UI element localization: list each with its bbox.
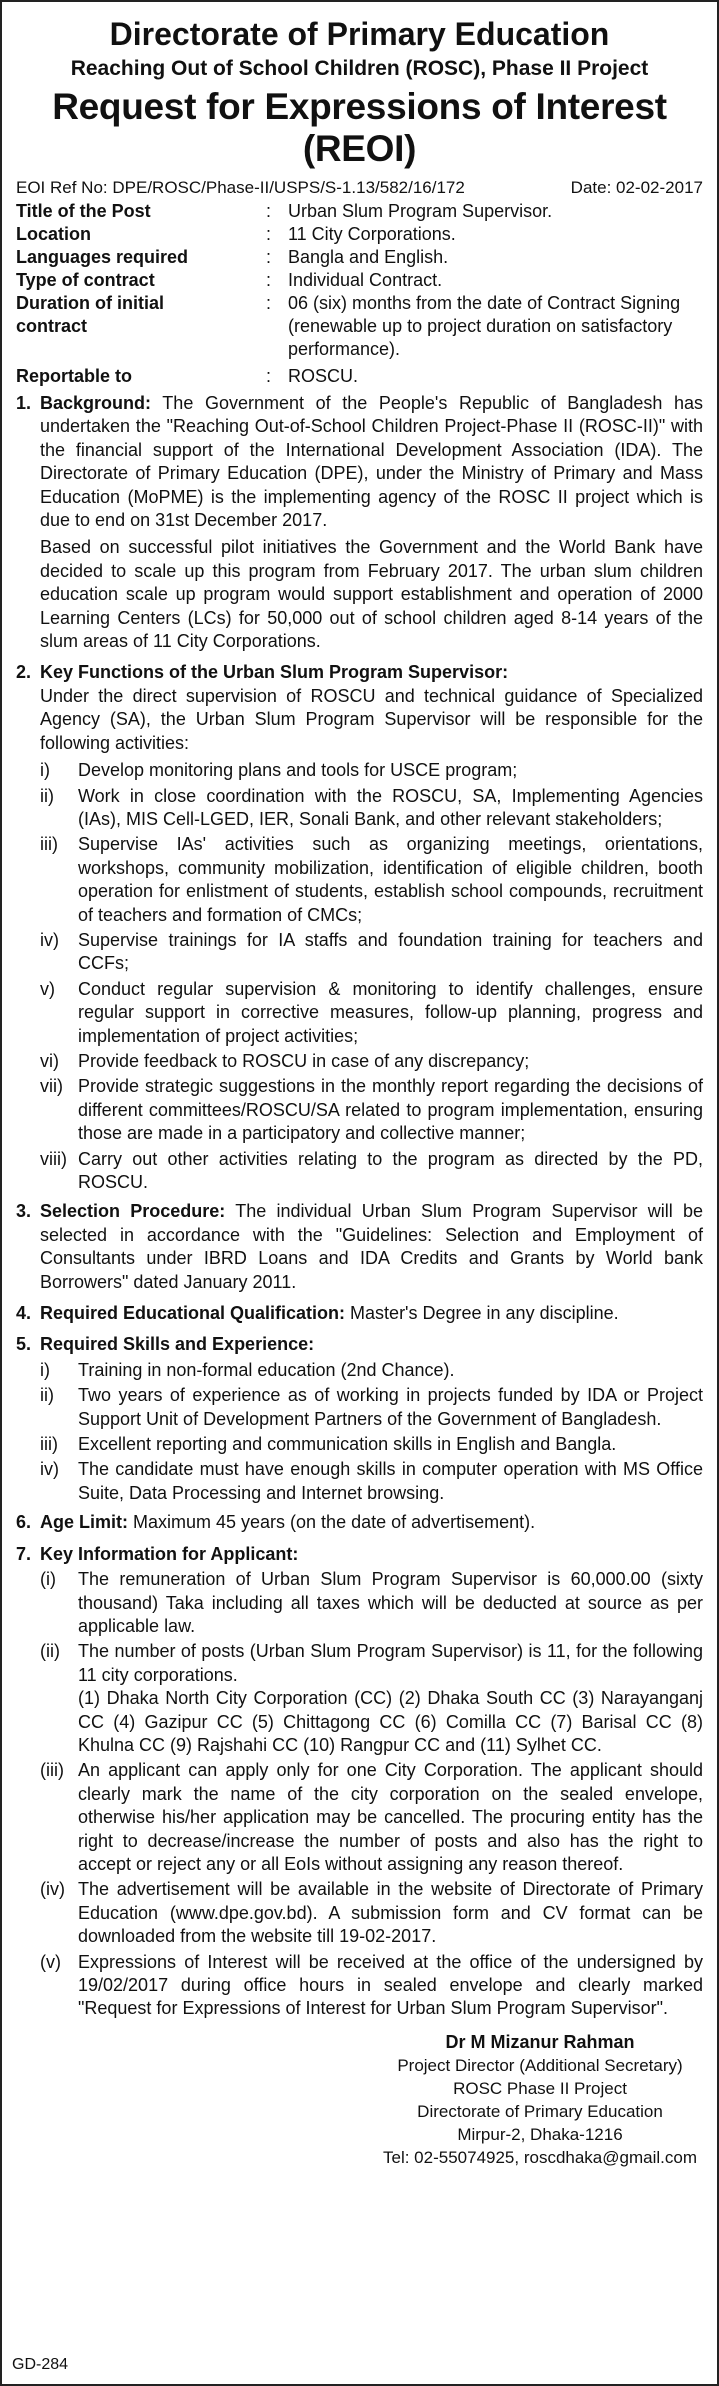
list-item	[40, 785, 703, 832]
info-row	[16, 223, 703, 246]
list-item	[40, 978, 703, 1048]
item-number: iv)	[40, 1459, 59, 1480]
item-text: The number of posts (Urban Slum Program Supervisor) is 11, for the following 11 city corporations.	[78, 1641, 703, 1685]
item-text: Excellent reporting and communication skills in English and Bangla.	[78, 1434, 617, 1455]
item-number: iv)	[40, 929, 59, 950]
section-title: Key Information for Applicant:	[40, 1543, 299, 1564]
item-number: iii)	[40, 1434, 58, 1455]
signatory-name: Dr M Mizanur Rahman	[445, 2031, 635, 2052]
info-value: 11 City Corporations.	[288, 224, 456, 244]
eoi-reference: EOI Ref No: DPE/ROSC/Phase-II/USPS/S-1.13/582/16/172	[16, 178, 465, 197]
signatory-contact: Tel: 02-55074925, roscdhaka@gmail.com	[383, 2147, 697, 2167]
item-text: Supervise trainings for IA staffs and foundation training for teachers and CCFs;	[78, 929, 703, 974]
section-paragraph	[40, 1511, 703, 1534]
info-value: Urban Slum Program Supervisor.	[288, 201, 553, 221]
info-colon: :	[266, 366, 272, 386]
section-paragraph	[40, 1302, 703, 1325]
item-number: vii)	[40, 1076, 63, 1097]
info-value: 06 (six) months from the date of Contract Signing (renewable up to project duration on satisfactory performance).	[288, 293, 681, 359]
item-number: (iii)	[40, 1760, 64, 1781]
list-item	[40, 1951, 703, 2021]
item-number: (iv)	[40, 1879, 65, 1900]
section-title: Selection Procedure:	[40, 1201, 226, 1222]
list-item	[40, 1759, 703, 1876]
list-item	[40, 1640, 703, 1757]
info-row	[16, 246, 703, 269]
info-row	[16, 269, 703, 292]
list-item	[40, 929, 703, 976]
item-text: Expressions of Interest will be received at the office of the undersigned by 19/02/2017 during office hours in sealed envelope and clearly marked "Request for Expressions of Interest for Urban Slum Program Supervisor".	[78, 1951, 703, 2019]
item-text: Provide strategic suggestions in the monthly report regarding the decisions of different committees/ROSCU/SA related to program implementation, ensuring those are made in a participatory and collective manner;	[78, 1076, 703, 1144]
item-number: vi)	[40, 1050, 59, 1071]
item-number: v)	[40, 978, 55, 999]
section-title: Required Skills and Experience:	[40, 1334, 315, 1355]
section-key-functions	[16, 661, 703, 1196]
info-label: Duration of initial contract	[16, 293, 164, 336]
signature-block	[360, 2031, 719, 2169]
info-colon: :	[266, 224, 272, 244]
list-item	[40, 1359, 703, 1382]
section-text: Master's Degree in any discipline.	[345, 1303, 619, 1324]
item-text: Provide feedback to ROSCU in case of any discrepancy;	[78, 1050, 530, 1071]
advertisement-code: GD-284	[12, 2356, 69, 2373]
section-skills	[16, 1333, 703, 1507]
section-background	[16, 392, 703, 657]
city-corporation-list: (1) Dhaka North City Corporation (CC) (2) Dhaka South CC (3) Narayanganj CC (4) Gazipur CC (5) Chittagong CC (6) Comilla CC (7) Barisal CC (8) Khulna CC (9) Rajshahi CC (10) Rangpur CC and (11) Sylhet CC.	[78, 1688, 703, 1755]
section-title: Age Limit:	[40, 1512, 128, 1533]
list-item	[40, 1148, 703, 1195]
info-colon: :	[266, 247, 272, 267]
info-colon: :	[266, 201, 272, 221]
info-row	[16, 200, 703, 223]
info-label: Title of the Post	[16, 201, 151, 221]
info-row	[16, 292, 703, 361]
signatory-address: Mirpur-2, Dhaka-1216	[457, 2124, 623, 2144]
item-number: ii)	[40, 1385, 54, 1406]
section-age-limit	[16, 1511, 703, 1538]
section-number: 7.	[16, 1543, 32, 1564]
info-label: Languages required	[16, 247, 189, 267]
signatory-project: ROSC Phase II Project	[453, 2078, 627, 2098]
section-paragraph	[40, 392, 703, 532]
item-text: Supervise IAs' activities such as organizing meetings, orientations, workshops, community mobilization, identification of eligible children, booth operation for enlistment of students, establish school compounds, recruitment of teachers and formation of CMCs;	[78, 834, 703, 925]
section-paragraph	[40, 1200, 703, 1294]
item-text: Work in close coordination with the ROSCU, SA, Implementing Agencies (IAs), MIS Cell-LGED, IER, Sonali Bank, and other relevant stakeholders;	[78, 785, 703, 829]
section-title: Background:	[40, 393, 152, 413]
reference-date: Date: 02-02-2017	[570, 178, 703, 197]
section-number: 4.	[16, 1303, 32, 1324]
section-number: 2.	[16, 662, 32, 683]
item-number: (ii)	[40, 1641, 60, 1662]
info-value: ROSCU.	[288, 366, 359, 386]
info-label: Type of contract	[16, 270, 155, 290]
list-item	[40, 1433, 703, 1456]
list-item	[40, 833, 703, 927]
item-text: The remuneration of Urban Slum Program Supervisor is 60,000.00 (sixty thousand) Taka including all taxes which will be deducted at source as per applicable law.	[78, 1569, 703, 1636]
list-item	[40, 1878, 703, 1948]
list-item	[40, 1458, 703, 1505]
reference-line	[16, 176, 703, 200]
item-number: i)	[40, 760, 50, 781]
item-text: Training in non-formal education (2nd Chance).	[78, 1359, 455, 1380]
list-item	[40, 759, 703, 782]
post-info-table	[16, 200, 703, 388]
section-number: 5.	[16, 1334, 32, 1355]
info-label: Location	[16, 224, 91, 244]
section-paragraph: Under the direct supervision of ROSCU and technical guidance of Specialized Agency (SA), the Urban Slum Program Supervisor will be responsible for the following activities:	[40, 685, 703, 753]
item-text: The candidate must have enough skills in computer operation with MS Office Suite, Data Processing and Internet browsing.	[78, 1459, 703, 1503]
item-text: Two years of experience as of working in projects funded by IDA or Project Support Unit of Development Partners of the Government of Bangladesh.	[78, 1385, 703, 1429]
info-row	[16, 365, 703, 388]
item-number: i)	[40, 1359, 50, 1380]
item-text: An applicant can apply only for one City Corporation. The applicant should clearly mark the name of the city corporation on the sealed envelope, otherwise his/her application may be cancelled. The procuring entity has the right to decrease/increase the number of posts and also has the right to accept or reject any or all EoIs without assigning any reason thereof.	[78, 1760, 703, 1874]
section-text: The Government of the People's Republic of Bangladesh has undertaken the "Reaching Out-of-School Children Project-Phase II (ROSC-II)" with the financial support of the International Development Association (IDA). The Directorate of Primary Education (DPE), under the Ministry of Primary and Mass Education (MoPME) is the implementing agency of the ROSC II project which is due to end on 31st December 2017.	[40, 393, 703, 531]
list-item	[40, 1568, 703, 1638]
section-key-information	[16, 1543, 703, 2023]
item-text: Conduct regular supervision & monitoring to identify challenges, ensure regular support in corrective measures, follow-up planning, progress and implementation of project activities;	[78, 978, 703, 1046]
document-title: Request for Expressions of Interest (REOI)	[52, 86, 667, 169]
item-text: Develop monitoring plans and tools for USCE program;	[78, 760, 518, 781]
section-text: The individual Urban Slum Program Supervisor will be selected in accordance with the "Guidelines: Selection and Employment of Consultants under IBRD Loans and IDA Credits and Grants by World bank Borrowers" dated January 2011.	[40, 1201, 704, 1292]
list-item	[40, 1075, 703, 1145]
section-number: 1.	[16, 393, 32, 413]
section-text: Maximum 45 years (on the date of advertisement).	[128, 1512, 536, 1533]
item-number: (v)	[40, 1951, 61, 1972]
section-paragraph: Based on successful pilot initiatives the Government and the World Bank have decided to scale up this program from February 2017. The urban slum children education scale up program would support establishment and operation of 2000 Learning Centers (LCs) for 50,000 out of school children aged 8-14 years of the slum areas of 11 City Corporations.	[40, 537, 703, 652]
signatory-designation: Project Director (Additional Secretary)	[397, 2055, 683, 2075]
info-value: Bangla and English.	[288, 247, 449, 267]
section-title: Required Educational Qualification:	[40, 1303, 346, 1324]
info-value: Individual Contract.	[288, 270, 443, 290]
section-number: 3.	[16, 1201, 32, 1222]
info-label: Reportable to	[16, 366, 133, 386]
signatory-office: Directorate of Primary Education	[417, 2101, 663, 2121]
list-item	[40, 1384, 703, 1431]
item-number: iii)	[40, 834, 58, 855]
info-colon: :	[266, 270, 272, 290]
section-title: Key Functions of the Urban Slum Program Supervisor:	[40, 662, 509, 683]
list-item	[40, 1050, 703, 1073]
item-number: (i)	[40, 1569, 56, 1590]
item-number: viii)	[40, 1148, 67, 1169]
section-number: 6.	[16, 1512, 32, 1533]
document-body	[16, 392, 703, 2023]
section-selection-procedure	[16, 1200, 703, 1298]
info-colon: :	[266, 293, 272, 313]
project-subheading: Reaching Out of School Children (ROSC), Phase II Project	[70, 57, 649, 80]
item-number: ii)	[40, 785, 54, 806]
item-text: Carry out other activities relating to the program as directed by the PD, ROSCU.	[78, 1148, 703, 1192]
directorate-heading: Directorate of Primary Education	[109, 16, 610, 52]
item-text: The advertisement will be available in the website of Directorate of Primary Education (www.dpe.gov.bd). A submission form and CV format can be downloaded from the website till 19-02-2017.	[78, 1879, 703, 1947]
section-qualification	[16, 1302, 703, 1329]
